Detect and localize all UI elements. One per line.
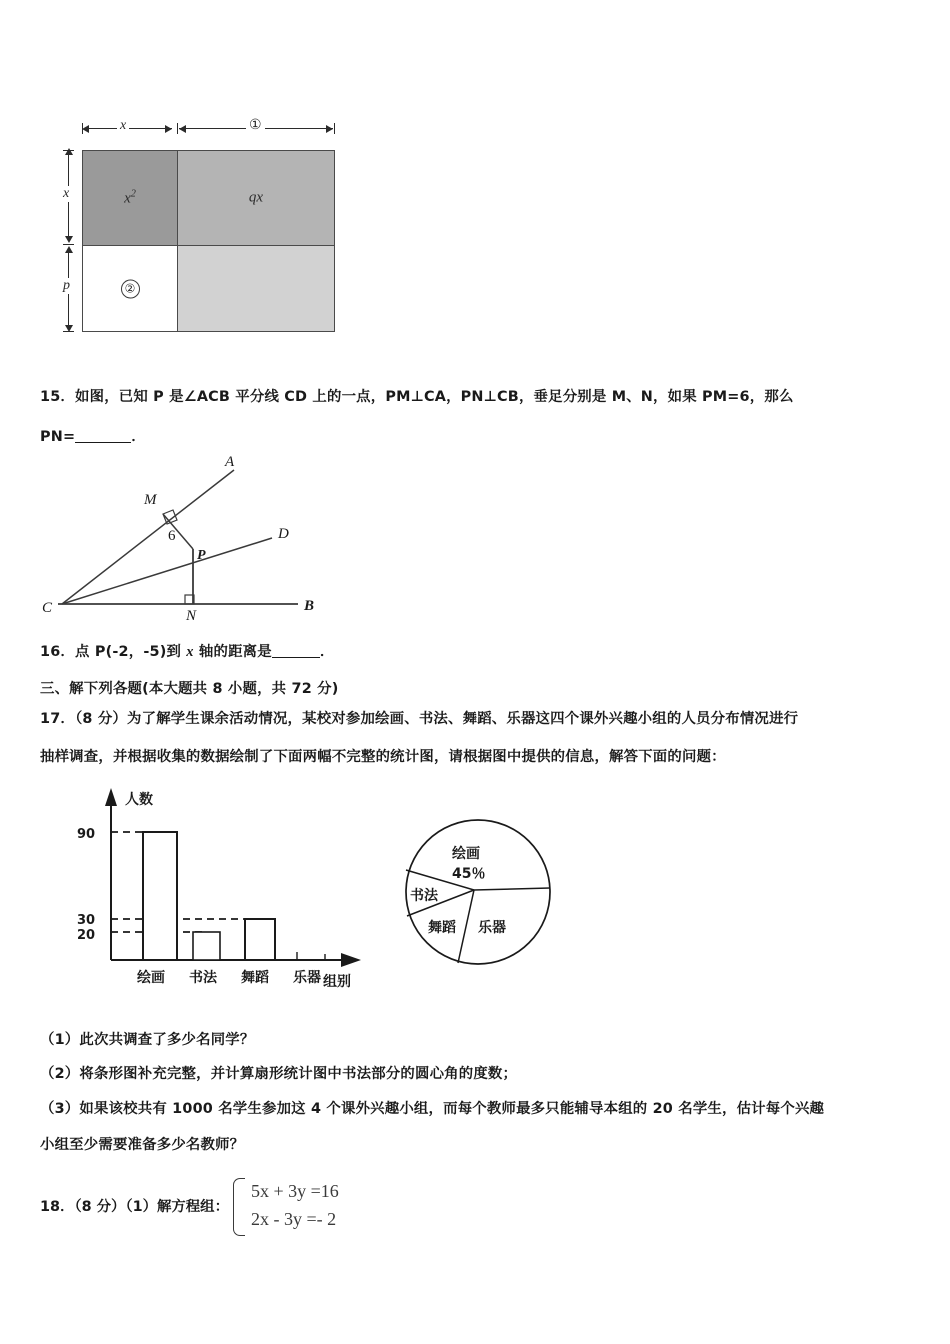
left-dim-tick-top <box>63 150 74 151</box>
left-dim-p-arrow-up <box>65 246 73 253</box>
left-dim-x-arrow-down <box>65 236 73 243</box>
bar-chart-svg <box>55 782 400 1010</box>
question-15-answer-prefix: PN= <box>40 429 76 445</box>
pie-label-shufa: 书法 <box>410 888 438 904</box>
equation-2: 2x - 3y =- 2 <box>250 1208 337 1229</box>
equation-1: 5x + 3y =16 <box>250 1181 339 1201</box>
geo-label-C: C <box>42 600 53 616</box>
equation-system <box>233 1178 339 1234</box>
left-dim-tick-mid <box>63 244 74 245</box>
question-15-answer-blank[interactable] <box>75 442 131 443</box>
top-dim-label-one: ① <box>246 117 265 134</box>
equation-system-brace <box>233 1178 245 1236</box>
pie-label-wudao: 舞蹈 <box>428 920 456 936</box>
question-16-var: x <box>186 644 194 660</box>
question-17-sub-1: （1）此次共调查了多少名同学？ <box>40 1032 255 1048</box>
geo-label-M: M <box>144 492 157 508</box>
pie-label-yueqi: 乐器 <box>478 920 506 936</box>
pie-value-huihua: 45％ <box>452 866 486 882</box>
geo-label-PM-length: 6 <box>168 528 176 544</box>
geo-label-P: P <box>197 548 206 563</box>
question-17-sub-2: （2）将条形图补充完整，并计算扇形统计图中书法部分的圆心角的度数； <box>40 1066 518 1082</box>
question-15-line-2 <box>40 425 146 446</box>
angle-bisector-svg <box>40 452 340 624</box>
question-17-line-2: 抽样调查，并根据收集的数据绘制了下面两幅不完整的统计图，请根据图中提供的信息，解答下面的问题： <box>40 749 726 765</box>
ray-CA <box>62 470 234 604</box>
top-dim-x-arrow-right <box>165 125 172 133</box>
left-dim-label-x: x <box>60 186 72 202</box>
area-cell-top-left <box>83 151 178 246</box>
left-dim-tick-bottom <box>63 331 74 332</box>
area-model-grid <box>82 150 335 332</box>
left-dim-label-p: p <box>60 278 73 294</box>
area-cell-top-right-label: qx <box>248 189 264 206</box>
bar-category-label-2: 舞蹈 <box>241 970 269 986</box>
bar-category-label-0: 绘画 <box>137 970 165 986</box>
question-17-sub-3-line-2: 小组至少需要准备多少名教师？ <box>40 1137 245 1153</box>
ray-CD <box>62 538 272 604</box>
question-16-mid: 轴的距离是 <box>193 644 272 660</box>
question-16-period: ． <box>319 644 335 660</box>
top-dim-tick-left <box>82 123 83 134</box>
question-18-stem: 18．（8 分）（1）解方程组： <box>40 1199 229 1216</box>
top-dim-one-arrow-right <box>326 125 333 133</box>
area-cell-bottom-left <box>83 246 178 331</box>
bar-chart-x-axis-arrow <box>341 953 361 967</box>
geo-label-A: A <box>225 454 235 470</box>
pie-chart-figure <box>390 808 575 988</box>
bar-chart-y-axis-title: 人数 <box>125 792 153 808</box>
ytick-label-20: 20 <box>77 928 96 943</box>
question-15-line-1: 15．如图，已知 P 是∠ACB 平分线 CD 上的一点，PM⊥CA，PN⊥CB，垂足分别是 M、N，如果 PM=6，那么 <box>40 389 794 405</box>
bar-chart-y-axis-arrow <box>105 788 117 806</box>
bar-wudao <box>245 919 275 960</box>
bar-shufa <box>193 932 220 960</box>
bar-huihua <box>143 832 177 960</box>
geo-label-B: B <box>304 598 315 614</box>
bar-chart-x-axis-title: 组别 <box>323 974 351 990</box>
rectangle-area-model-figure <box>60 112 360 347</box>
bar-category-label-3: 乐器 <box>293 970 321 986</box>
question-16 <box>40 640 334 661</box>
question-16-answer-blank[interactable] <box>272 657 320 658</box>
area-cell-top-right <box>178 151 334 246</box>
top-dim-x-arrow-left <box>82 125 89 133</box>
top-dim-one-arrow-left <box>179 125 186 133</box>
top-dim-tick-right <box>334 123 335 134</box>
bar-chart-figure <box>55 782 400 1010</box>
question-17-line-1: 17．（8 分）为了解学生课余活动情况，某校对参加绘画、书法、舞蹈、乐器这四个课外兴趣小组的人员分布情况进行 <box>40 711 799 727</box>
circled-two-glyph: ② <box>121 279 140 298</box>
question-18 <box>40 1178 339 1234</box>
section-3-heading: 三、解下列各题(本大题共 8 小题，共 72 分) <box>40 681 339 697</box>
top-dim-label-x: x <box>117 118 129 134</box>
ytick-label-30: 30 <box>77 913 96 928</box>
question-17-sub-3-line-1: （3）如果该校共有 1000 名学生参加这 4 个课外兴趣小组，而每个教师最多只能辅导本组的 20 名学生，估计每个兴趣 <box>40 1101 825 1117</box>
geo-label-D: D <box>278 526 289 542</box>
geo-label-N: N <box>186 608 197 624</box>
pie-label-huihua: 绘画 <box>452 846 480 862</box>
area-cell-bottom-left-label <box>83 279 177 298</box>
top-dim-tick-mid <box>177 123 178 134</box>
area-cell-top-left-label: $x^2$ <box>124 188 136 207</box>
bar-category-label-1: 书法 <box>189 970 217 986</box>
angle-bisector-figure <box>40 452 340 624</box>
area-cell-bottom-right <box>178 246 334 331</box>
question-15-period: ． <box>131 429 146 445</box>
pie-chart-svg <box>390 808 575 988</box>
question-16-prefix: 16．点 P(-2，-5)到 <box>40 644 187 660</box>
ytick-label-90: 90 <box>77 827 96 842</box>
